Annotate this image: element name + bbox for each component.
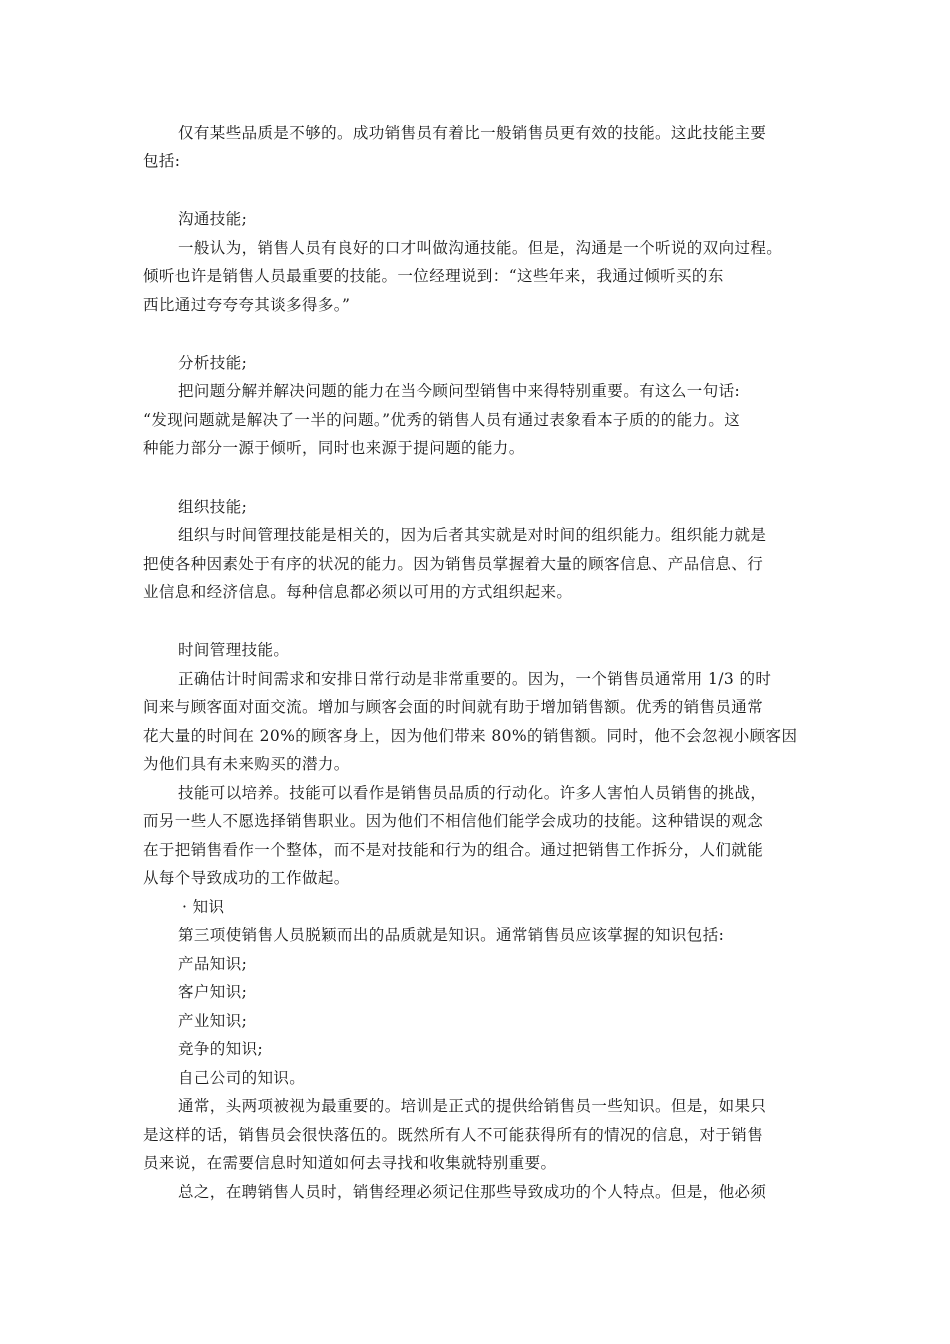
section-heading: 沟通技能; bbox=[178, 210, 248, 228]
body-line: 而另一些人不愿选择销售职业。因为他们不相信他们能学会成功的技能。这种错误的观念 bbox=[143, 812, 764, 830]
body-line: 花大量的时间在 20%的顾客身上，因为他们带来 80%的销售额。同时，他不会忽视小顾客因 bbox=[143, 727, 798, 745]
body-line: 是这样的话，销售员会很快落伍的。既然所有人不可能获得所有的情况的信息，对于销售 bbox=[143, 1126, 764, 1144]
body-line: 仅有某些品质是不够的。成功销售员有着比一般销售员更有效的技能。这此技能主要 bbox=[178, 124, 767, 142]
section-heading: 组织技能; bbox=[178, 498, 248, 516]
list-item: 产业知识; bbox=[178, 1012, 248, 1030]
body-line: 通常，头两项被视为最重要的。培训是正式的提供给销售员一些知识。但是，如果只 bbox=[178, 1097, 767, 1115]
body-line: 为他们具有未来购买的潜力。 bbox=[143, 755, 350, 773]
section-heading: 分析技能; bbox=[178, 354, 248, 372]
body-line: 正确估计时间需求和安排日常行动是非常重要的。因为，一个销售员通常用 1/3 的时 bbox=[178, 670, 772, 688]
body-line: 西比通过夸夸夸其谈多得多。” bbox=[143, 296, 351, 314]
body-line: 第三项使销售人员脱颖而出的品质就是知识。通常销售员应该掌握的知识包括: bbox=[178, 926, 725, 944]
body-line: 间来与顾客面对面交流。增加与顾客会面的时间就有助于增加销售额。优秀的销售员通常 bbox=[143, 698, 764, 716]
body-line: “发现问题就是解决了一半的问题。”优秀的销售人员有通过表象看本子质的的能力。这 bbox=[143, 411, 741, 429]
list-item: 自己公司的知识。 bbox=[178, 1069, 306, 1087]
body-line: 组织与时间管理技能是相关的，因为后者其实就是对时间的组织能力。组织能力就是 bbox=[178, 526, 767, 544]
body-line: 在于把销售看作一个整体，而不是对技能和行为的组合。通过把销售工作拆分，人们就能 bbox=[143, 841, 764, 859]
body-line: 员来说，在需要信息时知道如何去寻找和收集就特别重要。 bbox=[143, 1154, 557, 1172]
body-line: 种能力部分一源于倾听，同时也来源于提问题的能力。 bbox=[143, 439, 525, 457]
body-line: 包括: bbox=[143, 152, 181, 170]
list-item: 客户知识; bbox=[178, 983, 248, 1001]
body-line: 业信息和经济信息。每种信息都必须以可用的方式组织起来。 bbox=[143, 583, 573, 601]
body-line: 倾听也许是销售人员最重要的技能。一位经理说到：“这些年来，我通过倾听买的东 bbox=[143, 267, 724, 285]
body-line: 一般认为，销售人员有良好的口才叫做沟通技能。但是，沟通是一个听说的双向过程。 bbox=[178, 239, 783, 257]
body-line: 把使各种因素处于有序的状况的能力。因为销售员掌握着大量的顾客信息、产品信息、行 bbox=[143, 555, 764, 573]
list-item: 竞争的知识; bbox=[178, 1040, 264, 1058]
body-line: 总之，在聘销售人员时，销售经理必须记住那些导致成功的个人特点。但是，他必须 bbox=[178, 1183, 767, 1201]
section-heading: 时间管理技能。 bbox=[178, 641, 290, 659]
list-item: 产品知识; bbox=[178, 955, 248, 973]
body-line: 技能可以培养。技能可以看作是销售员品质的行动化。许多人害怕人员销售的挑战， bbox=[178, 784, 767, 802]
section-heading: · 知识 bbox=[182, 898, 225, 916]
body-line: 从每个导致成功的工作做起。 bbox=[143, 869, 350, 887]
body-line: 把问题分解并解决问题的能力在当今顾问型销售中来得特别重要。有这么一句话: bbox=[178, 382, 741, 400]
